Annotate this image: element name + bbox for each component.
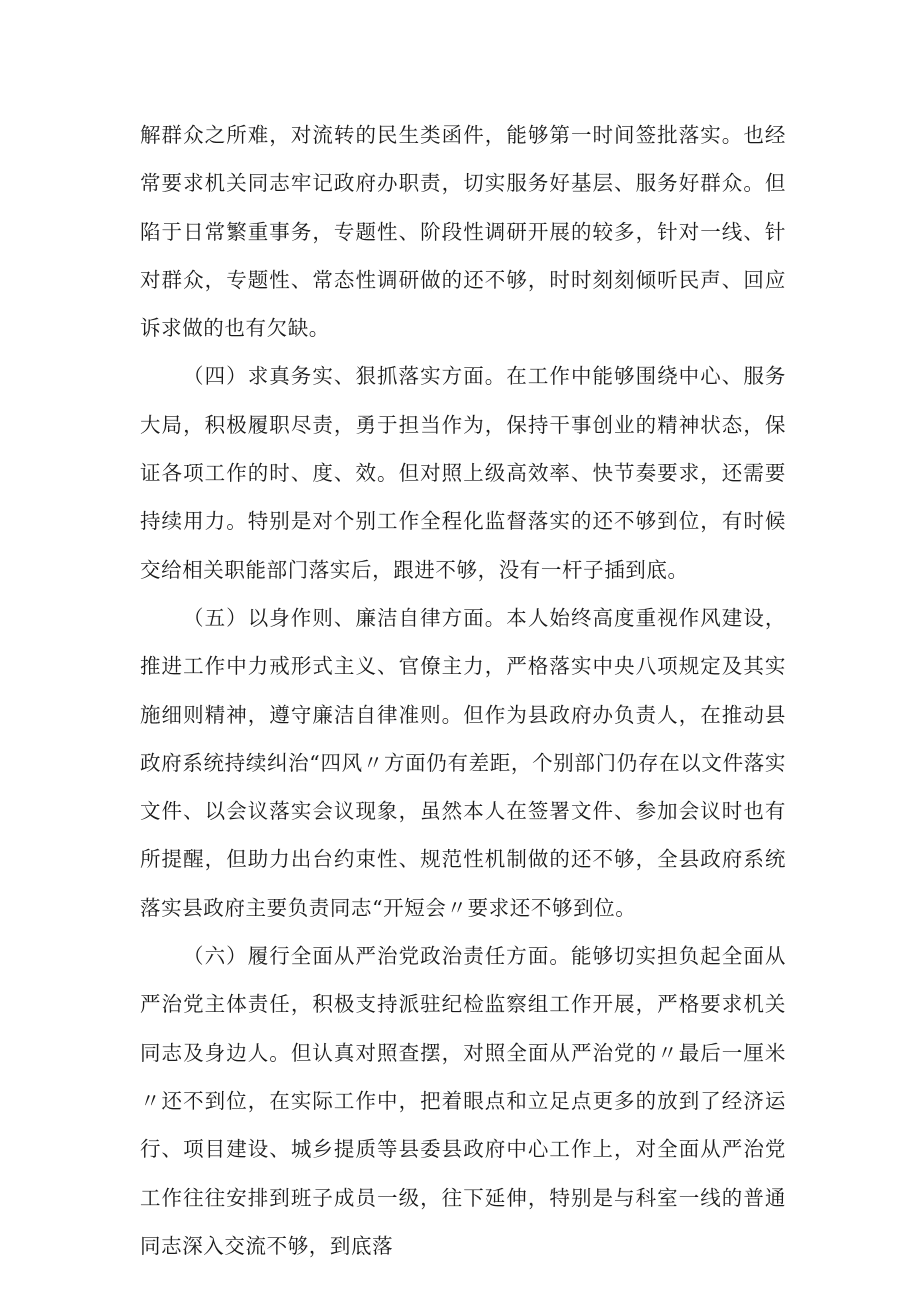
paragraph-section-5: （五）以身作则、廉洁自律方面。本人始终高度重视作风建设，推进工作中力戒形式主义、官僚主力，严格落实中央八项规定及其实施细则精神，遵守廉洁自律准则。但作为县政府办负责人，在推动县政府系统持续纠治“四风〃方面仍有差距，个别部门仍存在以文件落实文件、以会议落实会议现象，虽然本人在签署文件、参加会议时也有所提醒，但助力出台约束性、规范性机制做的还不够，全县政府系统落实县政府主要负责同志“开短会〃要求还不够到位。 xyxy=(140,605,786,920)
paragraph-section-6: （六）履行全面从严治党政治责任方面。能够切实担负起全面从严治党主体责任，积极支持派驻纪检监察组工作开展，严格要求机关同志及身边人。但认真对照查摆，对照全面从严治党的〃最后一厘米〃还不到位，在实际工作中，把着眼点和立足点更多的放到了经济运行、项目建设、城乡提质等县委县政府中心工作上，对全面从严治党工作往往安排到班子成员一级，往下延伸，特别是与科室一线的普通同志深入交流不够，到底落 xyxy=(140,944,786,1258)
paragraph-section-4: （四）求真务实、狠抓落实方面。在工作中能够围绕中心、服务大局，积极履职尽责，勇于担当作为，保持干事创业的精神状态，保证各项工作的时、度、效。但对照上级高效率、快节奏要求，还需要持续用力。特别是对个别工作全程化监督落实的还不够到位，有时候交给相关职能部门落实后，跟进不够，没有一杆子插到底。 xyxy=(140,364,786,582)
document-body xyxy=(140,111,786,1270)
paragraph-continuation: 解群众之所难，对流转的民生类函件，能够第一时间签批落实。也经常要求机关同志牢记政府办职责，切实服务好基层、服务好群众。但陷于日常繁重事务，专题性、阶段性调研开展的较多，针对一线、针对群众，专题性、常态性调研做的还不够，时时刻刻倾听民声、回应诉求做的也有欠缺。 xyxy=(140,123,786,341)
